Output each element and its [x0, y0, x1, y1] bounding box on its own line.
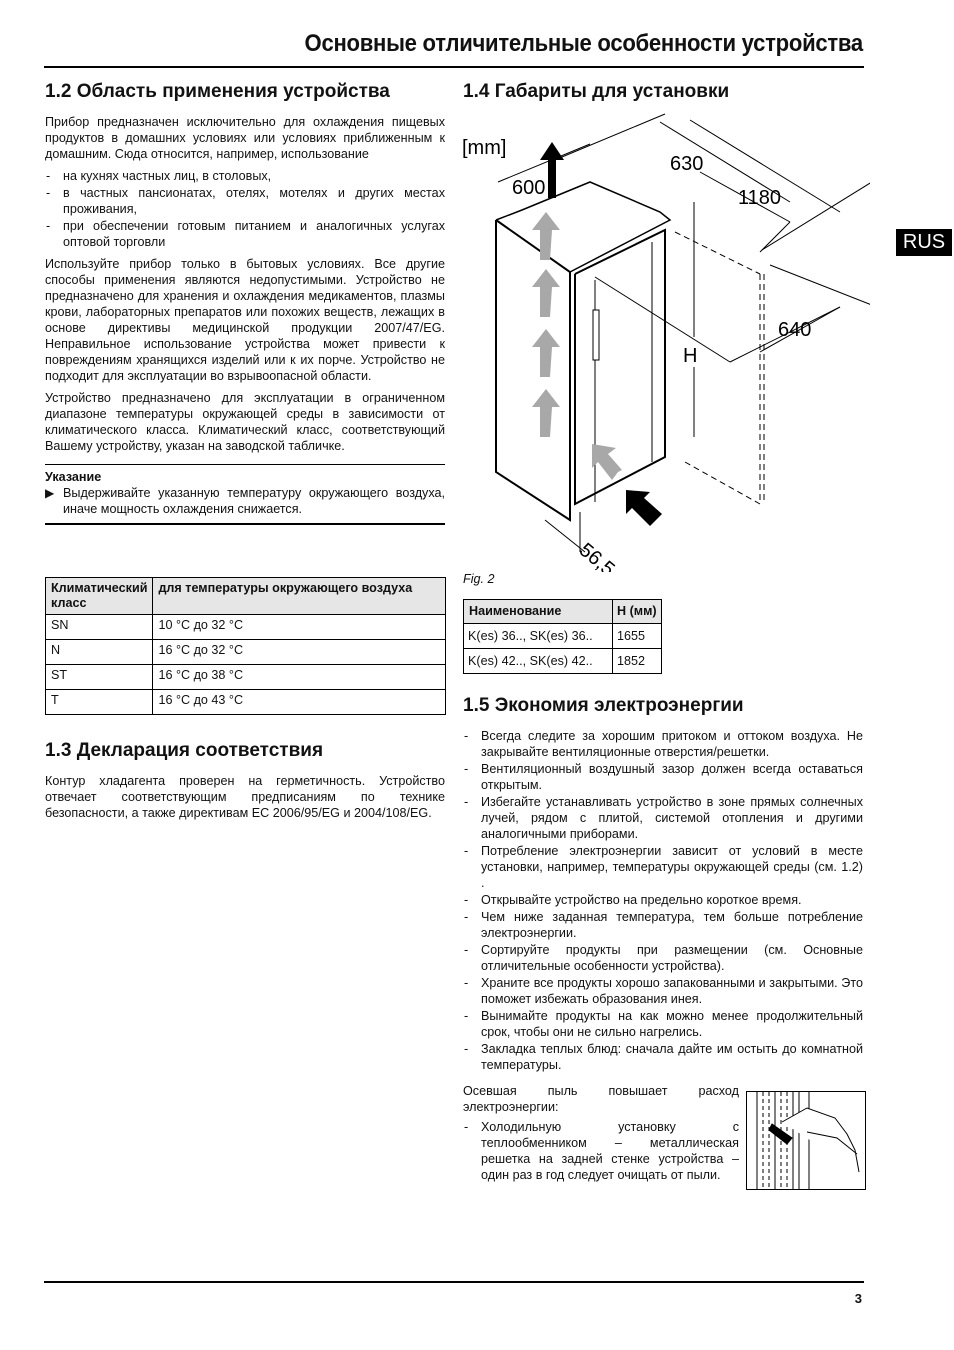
climate-paragraph: Устройство предназначено для эксплуатации в ограниченном диапазоне температуры окружающей среды в зависимости от климатического класса. Климатический класс, соответствующий Вашему устройству, указан на заводской табличке.	[45, 391, 445, 453]
height-table	[463, 599, 662, 674]
energy-tips	[463, 728, 863, 1079]
table-cell: SN	[46, 615, 153, 640]
table-row	[46, 665, 446, 690]
table-cell: 16 °C до 43 °C	[153, 690, 446, 715]
footer-divider	[44, 1281, 864, 1283]
list-item: - Храните все продукты хорошо запакованными и закрытыми. Это поможет избежать образования инея.	[463, 975, 863, 1007]
table-row	[464, 649, 662, 674]
page-number: 3	[854, 1291, 862, 1306]
section-1-2-heading: 1.2 Область применения устройства	[45, 81, 390, 102]
list-item: - на кухнях частных лиц, в столовых,	[45, 168, 445, 184]
note-box	[45, 464, 445, 525]
dim-h: H	[683, 345, 698, 367]
table-cell: T	[46, 690, 153, 715]
table-cell: 16 °C до 32 °C	[153, 640, 446, 665]
intro-paragraph: Прибор предназначен исключительно для охлаждения пищевых продуктов в домашних условиях или условиях приближенным к домашним. Сюда относится, например, использование	[45, 115, 445, 161]
table-cell: 1852	[613, 649, 662, 674]
table-row	[46, 615, 446, 640]
language-tab: RUS	[896, 229, 952, 256]
dim-630: 630	[670, 153, 704, 175]
section-1-4-heading: 1.4 Габариты для установки	[463, 81, 730, 102]
dim-600: 600	[512, 177, 546, 199]
header-divider	[44, 66, 864, 68]
dim-56-5: 56,5	[574, 538, 619, 572]
table-header: Климатический класс	[46, 578, 153, 615]
table-cell: K(es) 36.., SK(es) 36..	[464, 624, 613, 649]
list-item: - Чем ниже заданная температура, тем больше потребление электроэнергии.	[463, 909, 863, 941]
table-row	[46, 640, 446, 665]
section-1-5-heading: 1.5 Экономия электроэнергии	[463, 695, 744, 716]
list-item: - Потребление электроэнергии зависит от условий в месте установки, например, температуры окружающей среды (см. 1.2) .	[463, 843, 863, 891]
tips-list	[463, 728, 863, 1073]
usage-paragraph: Используйте прибор только в бытовых условиях. Все другие способы применения являются недопустимыми. Устройство не предназначено для хранения и охлаждения медикаментов, плазмы крови, лабораторных препаратов или похожих веществ, лежащих в основе директивы медицинской продукции 2007/47/EG. Неправильное использование устройства может привести к повреждениям хранящихся изделий или к их порче. Устройство не подходит для эксплуатации во взрывоопасной области.	[45, 257, 445, 383]
list-item: - Холодильную установку с теплообменником – металлическая решетка на задней стенке устройства – один раз в год следует очищать от пыли.	[463, 1119, 739, 1183]
list-item: - Закладка теплых блюд: сначала дайте им остыть до комнатной температуры.	[463, 1041, 863, 1073]
unit-label: [mm]	[462, 137, 507, 159]
dust-section	[463, 1083, 739, 1189]
dim-640: 640	[778, 319, 812, 341]
page-title: Основные отличительные особенности устройства	[304, 30, 863, 57]
table-cell: 16 °C до 38 °C	[153, 665, 446, 690]
table-cell: ST	[46, 665, 153, 690]
table-header: Наименование	[464, 600, 613, 624]
list-item: - при обеспечении готовым питанием и аналогичных услугах оптовой торговли	[45, 218, 445, 250]
section-1-3-heading: 1.3 Декларация соответствия	[45, 740, 324, 761]
declaration-text: Контур хладагента проверен на герметичность. Устройство отвечает соответствующим предписаниям по технике безопасности, а также директивам EC 2006/95/EG и 2004/108/EG.	[45, 774, 445, 820]
figure-caption: Fig. 2	[463, 572, 495, 586]
cleaning-illustration	[746, 1091, 866, 1190]
climate-class-table	[45, 577, 446, 715]
table-cell: N	[46, 640, 153, 665]
section-1-2-body	[45, 114, 445, 525]
table-cell: K(es) 42.., SK(es) 42..	[464, 649, 613, 674]
fridge-dimensions-diagram	[460, 112, 870, 572]
installation-dimensions-figure	[460, 112, 870, 572]
table-row	[464, 624, 662, 649]
table-cell: 10 °C до 32 °C	[153, 615, 446, 640]
list-item: - Вентиляционный воздушный зазор должен всегда оставаться открытым.	[463, 761, 863, 793]
dim-1180: 1180	[738, 187, 782, 209]
note-text: Выдерживайте указанную температуру окружающего воздуха, иначе мощность охлаждения снижается.	[63, 486, 445, 516]
list-item: - Всегда следите за хорошим притоком и оттоком воздуха. Не закрывайте вентиляционные отверстия/решетки.	[463, 728, 863, 760]
table-header: H (мм)	[613, 600, 662, 624]
list-item: - Открывайте устройство на предельно короткое время.	[463, 892, 863, 908]
table-row	[46, 690, 446, 715]
list-item: - Сортируйте продукты при размещении (см. Основные отличительные особенности устройства).	[463, 942, 863, 974]
table-cell: 1655	[613, 624, 662, 649]
list-item: - Вынимайте продукты на как можно менее продолжительный срок, чтобы они не сильно нагрелись.	[463, 1008, 863, 1040]
uses-list	[45, 168, 445, 250]
list-item: - Избегайте устанавливать устройство в зоне прямых солнечных лучей, рядом с плитой, системой отопления и другими аналогичными приборами.	[463, 794, 863, 842]
brush-cleaning-icon	[747, 1092, 865, 1189]
note-title: Указание	[45, 470, 102, 484]
dust-intro: Осевшая пыль повышает расход электроэнергии:	[463, 1084, 739, 1114]
table-header: для температуры окружающего воздуха	[153, 578, 446, 615]
triangle-bullet-icon: ▶	[45, 486, 55, 500]
list-item: - в частных пансионатах, отелях, мотелях и других местах проживания,	[45, 185, 445, 217]
